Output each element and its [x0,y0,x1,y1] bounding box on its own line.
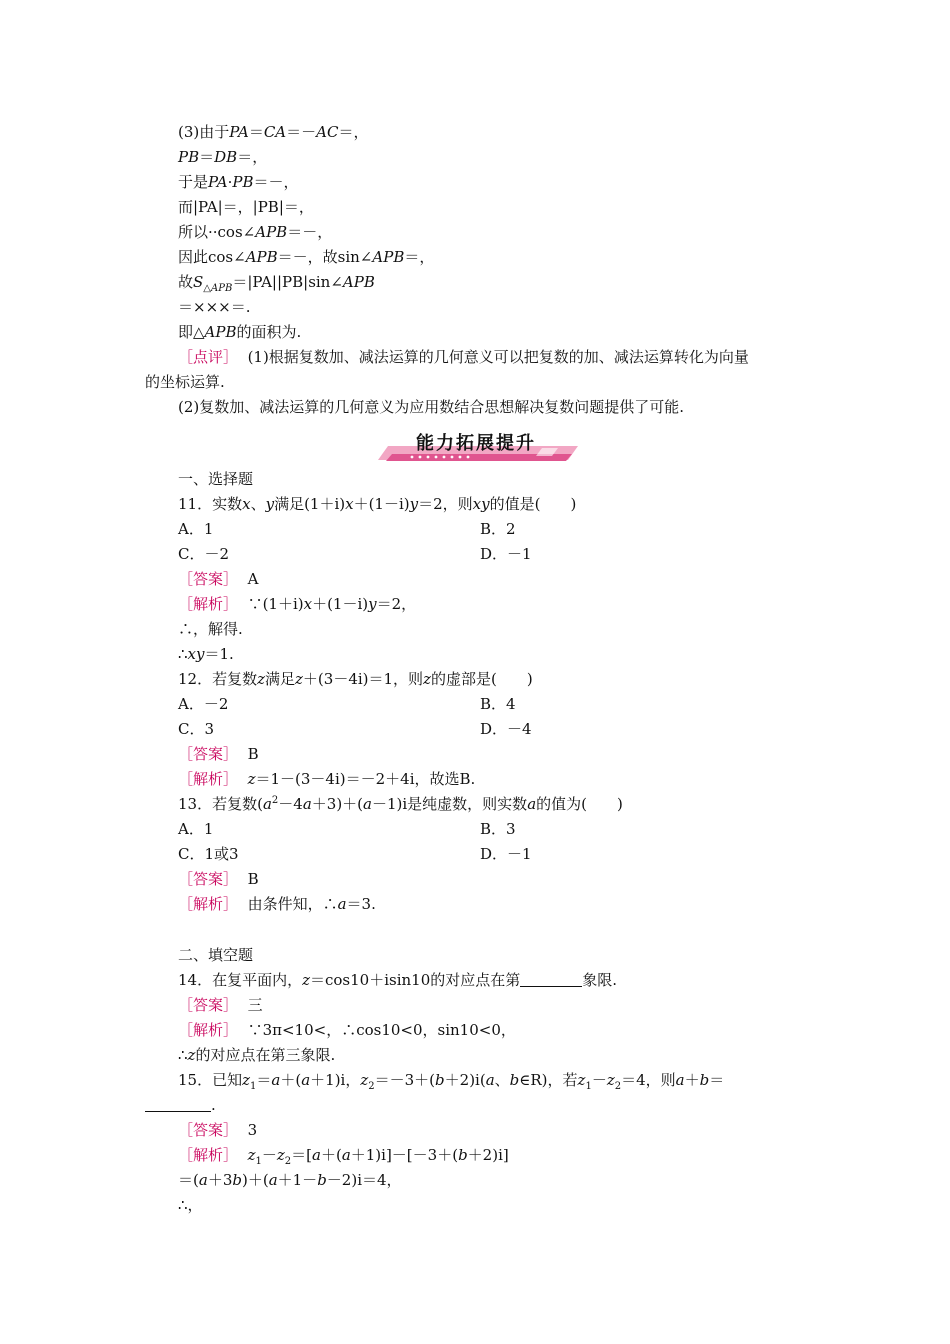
q11-answer [178,569,258,589]
q11-analysis-text: ∵(1＋i)x＋(1－i)y＝2， [247,595,417,613]
q12-option-b: B．4 [480,695,516,713]
q15-stem-cont [145,1095,216,1115]
solution-line-2: PB＝DB＝， [178,148,268,166]
q15-answer-value: 3 [247,1121,258,1139]
q14-stem-text: 14．在复平面内，z＝cos10＋isin10的对应点在第 [178,971,521,989]
q11-option-c: C．－2 [178,545,230,563]
q11-option-d: D．－1 [480,545,532,563]
answer-tag: ［答案］ [178,745,239,763]
solution-line-9: 即△APB的面积为. [178,323,302,341]
q12-answer [178,744,259,764]
q11-stem: 11．实数x、y满足(1＋i)x＋(1－i)y＝2，则xy的值是( ) [178,495,577,513]
q14-analysis [178,1020,516,1040]
solution-line-8: ＝×××＝. [178,298,251,316]
q11-analysis-cont-1: ∴，解得. [178,620,243,638]
q13-option-b: B．3 [480,820,516,838]
q11-analysis-cont-2: ∴xy＝1. [178,645,234,663]
section-banner [372,426,580,466]
q15-analysis-cont-2: ∴， [178,1196,203,1214]
solution-line-5: 所以··cos∠APB＝－， [178,223,333,241]
q14-analysis-text: ∵3π<10<，∴cos10<0，sin10<0， [247,1021,516,1039]
q11-answer-value: A [247,570,259,588]
q15-analysis [178,1145,509,1165]
answer-tag: ［答案］ [178,570,239,588]
analysis-tag: ［解析］ [178,895,239,913]
comment-line-1 [178,347,749,367]
q15-answer [178,1120,257,1140]
part1-heading: 一、选择题 [178,470,254,488]
comment-line-3: (2)复数加、减法运算的几何意义为应用数结合思想解决复数问题提供了可能. [178,398,685,416]
part2-heading: 二、填空题 [178,946,254,964]
q14-answer [178,995,263,1015]
q14-stem [178,970,617,990]
q14-answer-blank [520,972,582,987]
analysis-tag: ［解析］ [178,1146,239,1164]
banner-title: 能力拓展提升 [416,433,536,454]
solution-line-6: 因此cos∠APB＝－，故sin∠APB＝， [178,248,435,266]
q11-analysis [178,594,416,614]
q13-analysis-text: 由条件知，∴a＝3. [247,895,376,913]
q12-option-a: A．－2 [178,695,229,713]
comment-line-2: 的坐标运算. [145,373,225,391]
q15-answer-blank [145,1097,211,1112]
q13-analysis [178,894,376,914]
q14-stem-suffix: 象限. [582,971,618,989]
solution-line-4: 而|PA|＝，|PB|＝， [178,198,314,216]
answer-tag: ［答案］ [178,1121,239,1139]
q13-option-a: A．1 [178,820,214,838]
q12-answer-value: B [247,745,259,763]
q12-analysis-text: z＝1－(3－4i)＝－2＋4i，故选B. [247,770,476,788]
q14-answer-value: 三 [247,996,263,1014]
q11-option-b: B．2 [480,520,516,538]
analysis-tag: ［解析］ [178,1021,239,1039]
solution-line-7: 故$S_{\triangle APB}=|PA||PB|\sin\angle APB$ [178,273,375,294]
q15-analysis-text: $z_1-z_2=[a+(a+1)i]-[-3+(b+2)i]$ [247,1146,509,1167]
q15-stem: 15．已知$z_1=a+(a+1)i$，$z_2=-3+(b+2)i(a$、b∈R)，若$z_1-z_2=4$，则a＋b＝ [178,1071,725,1092]
q15-stem-tail: . [211,1096,216,1114]
q12-option-d: D．－4 [480,720,532,738]
solution-line-1: (3)由于PA＝CA＝－AC＝， [178,123,369,141]
q11-option-a: A．1 [178,520,214,538]
answer-tag: ［答案］ [178,996,239,1014]
q13-answer [178,869,259,889]
analysis-tag: ［解析］ [178,770,239,788]
q13-stem: 13．若复数$(a^2-4a+3)+(a-1)i$是纯虚数，则实数a的值为( ) [178,795,623,813]
solution-line-3: 于是PA·PB＝－， [178,173,299,191]
q13-answer-value: B [247,870,259,888]
q14-analysis-cont: ∴z的对应点在第三象限. [178,1046,336,1064]
q12-analysis [178,769,475,789]
comment-text-1: (1)根据复数加、减法运算的几何意义可以把复数的加、减法运算转化为向量 [247,348,749,366]
q15-analysis-cont-1: ＝(a＋3b)＋(a＋1－b－2)i＝4， [178,1171,402,1189]
analysis-tag: ［解析］ [178,595,239,613]
q12-option-c: C．3 [178,720,215,738]
comment-tag: ［点评］ [178,348,239,366]
q13-option-c: C．1或3 [178,845,239,863]
answer-tag: ［答案］ [178,870,239,888]
q13-option-d: D．－1 [480,845,532,863]
q12-stem: 12．若复数z满足z＋(3－4i)＝1，则z的虚部是( ) [178,670,533,688]
